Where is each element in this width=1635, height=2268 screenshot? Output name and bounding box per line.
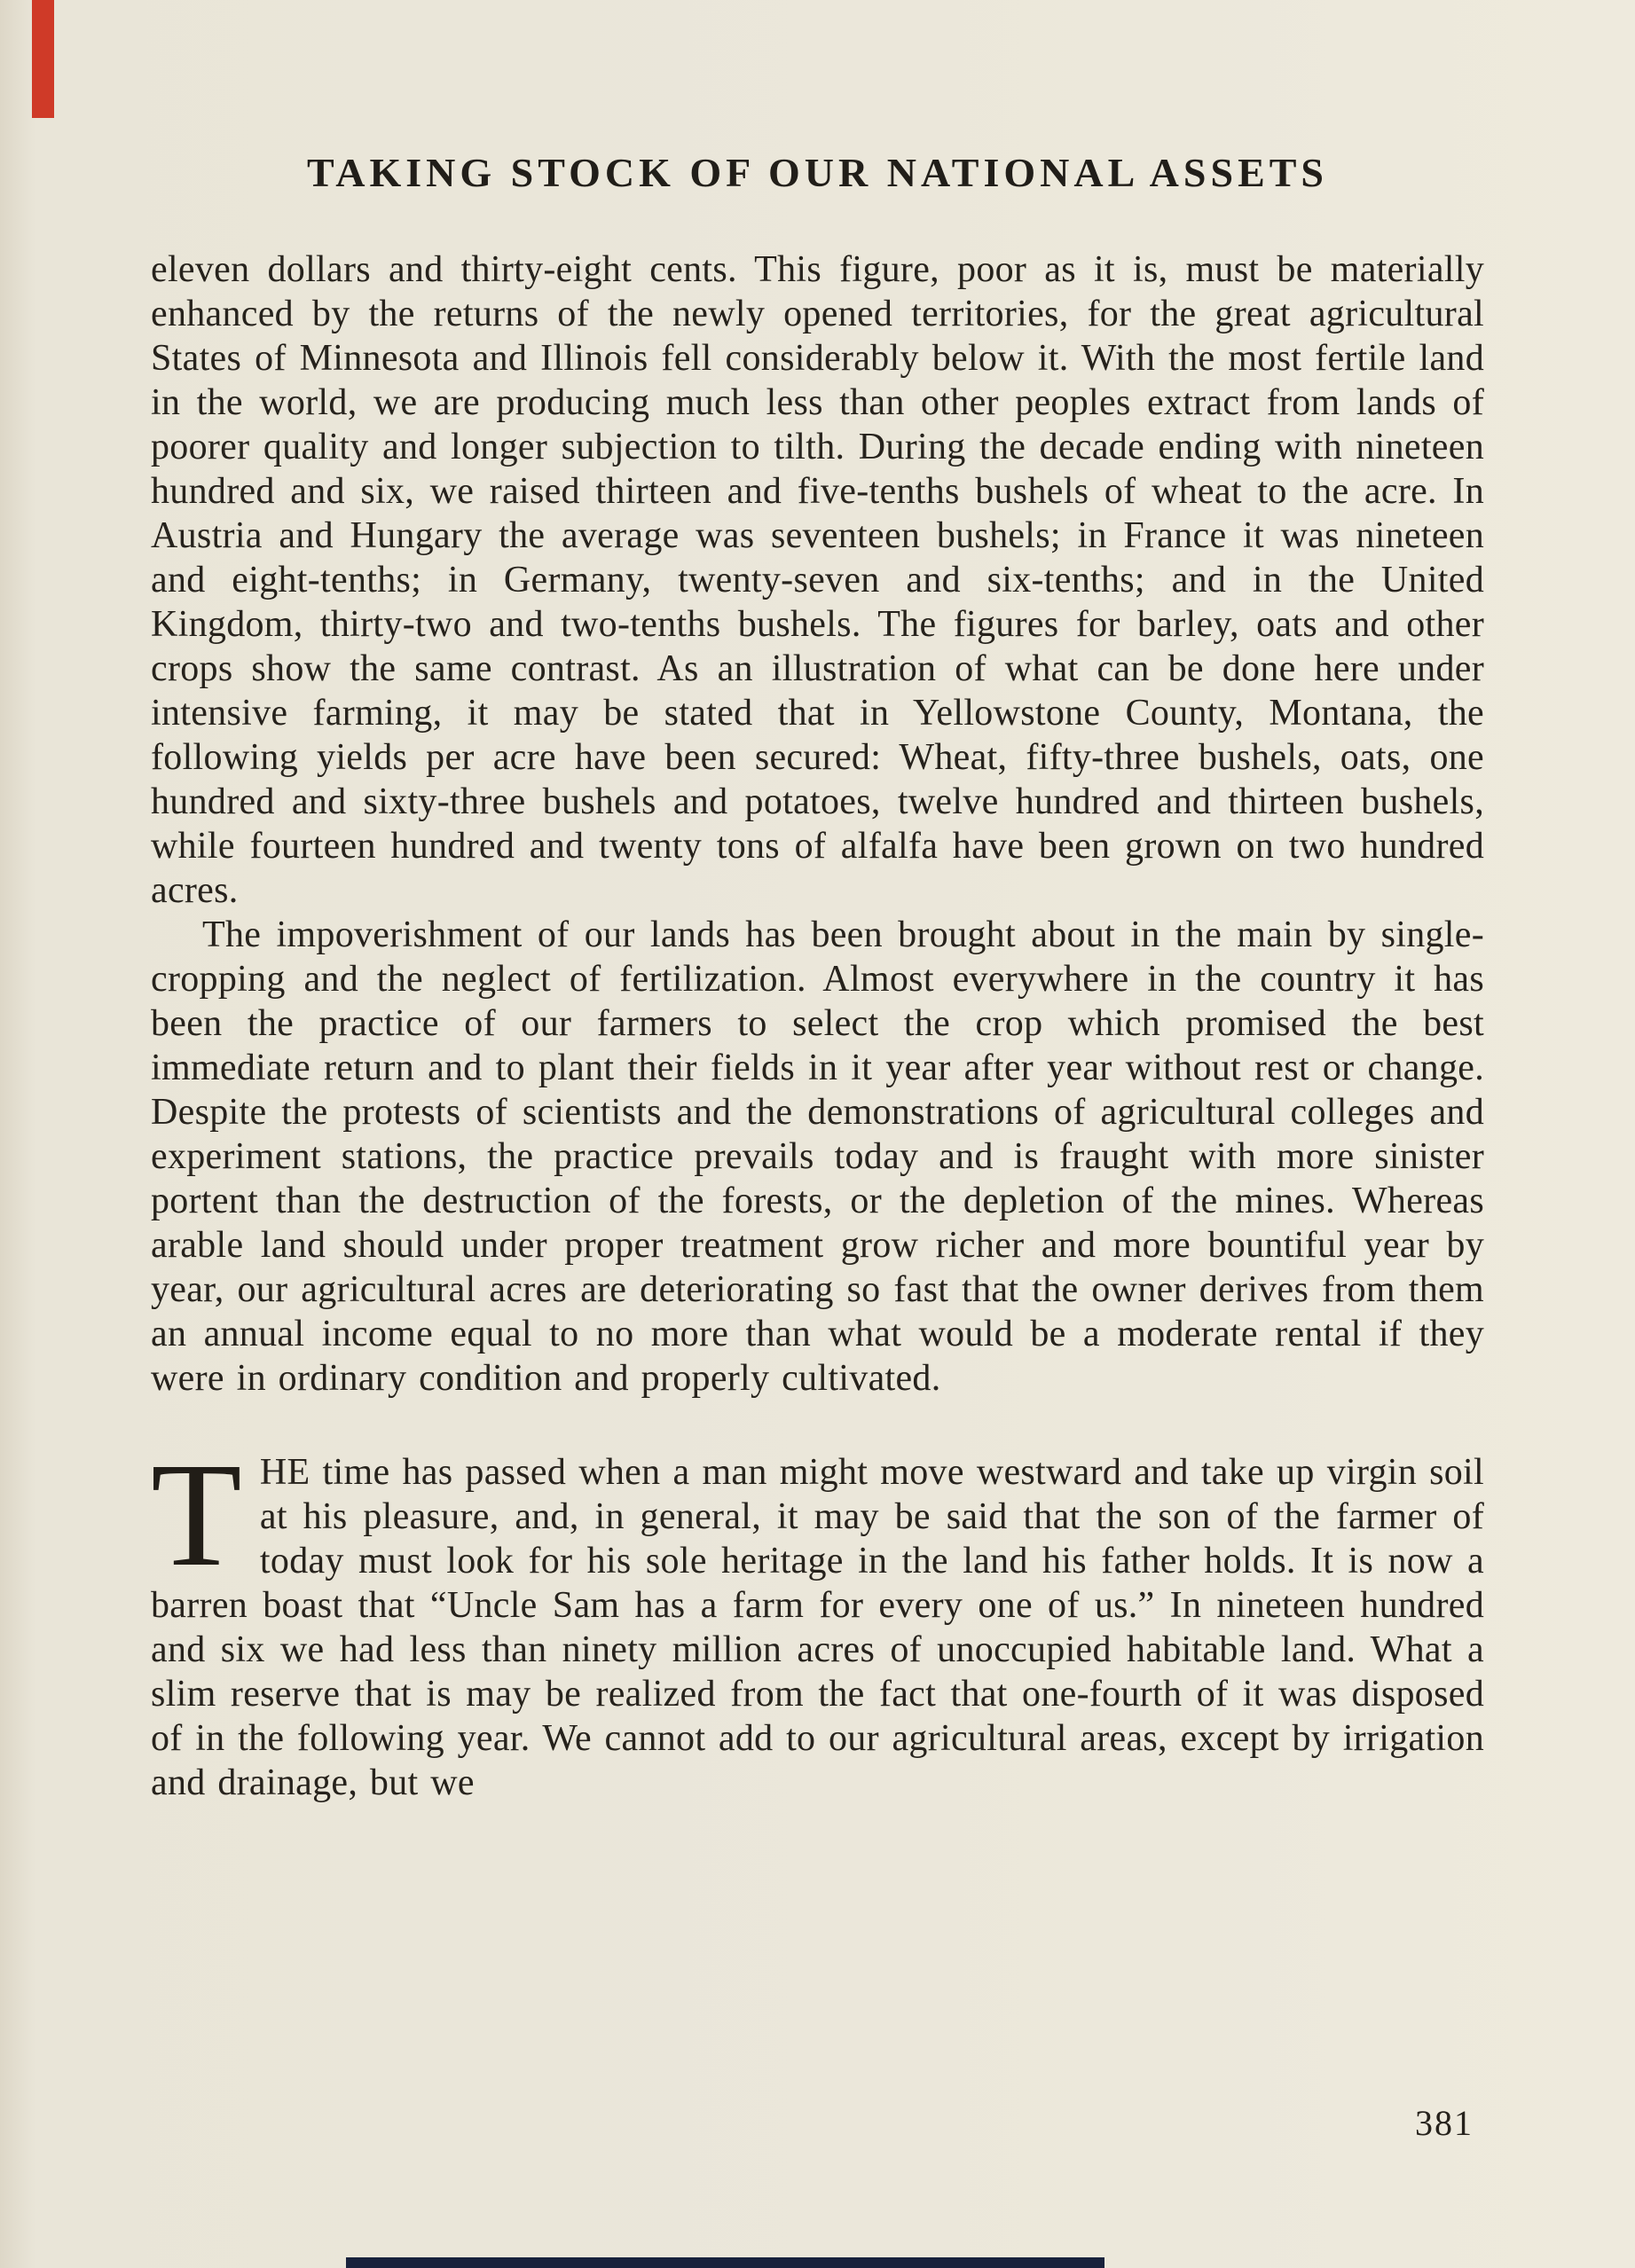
page-content <box>151 0 1484 1805</box>
scan-artifact-bottom-strip <box>346 2257 1104 2268</box>
drop-cap-letter: T <box>151 1432 242 1597</box>
page-number: 381 <box>1415 2103 1474 2143</box>
paragraph-continuation: eleven dollars and thirty-eight cents. This figure, poor as it is, must be materially enhanced by the returns of the newly opened territories, for the great agricultural States of Minnesota and Illinois fell considerably below it. With the most fertile land in the world, we are producing much less than other peoples extract from lands of poorer quality and longer subjection to tilth. During the decade ending with nineteen hundred and six, we raised thirteen and five-tenths bushels of wheat to the acre. In Austria and Hungary the average was seventeen bushels; in France it was nineteen and eight-tenths; in Germany, twenty-seven and six-tenths; and in the United Kingdom, thirty-two and two-tenths bushels. The figures for barley, oats and other crops show the same contrast. As an illustration of what can be done here under intensive farming, it may be stated that in Yellowstone County, Montana, the following yields per acre have been secured: Wheat, fifty-three bushels, oats, one hundred and sixty-three bushels and potatoes, twelve hundred and thirteen bushels, while fourteen hundred and twenty tons of alfalfa have been grown on two hundred acres. <box>151 249 1484 911</box>
paragraph-text: HE time has passed when a man might move westward and take up virgin soil at his pleasure, and, in general, it may be said that the son of the farmer of today must look for his sole heritage in the land his father holds. It is now a barren boast that “Uncle Sam has a farm for every one of us.” In nineteen hundred and six we had less than ninety million acres of unoccupied habitable land. What a slim reserve that is may be realized from the fact that one-fourth of it was disposed of in the following year. We cannot add to our agricultural areas, except by irrigation and drainage, but we <box>151 1452 1484 1803</box>
paragraph-with-dropcap <box>151 1432 1484 1805</box>
paragraph-impoverishment: The impoverishment of our lands has been brought about in the main by single-cropping and the neglect of fertilization. Almost everywhere in the country it has been the practice of our farmers to select the crop which promised the best immediate return and to plant their fields in it year after year without rest or change. Despite the protests of scientists and the demonstrations of agricultural colleges and experiment stations, the practice prevails today and is fraught with more sinister portent than the destruction of the forests, or the depletion of the mines. Whereas arable land should under proper treatment grow richer and more bountiful year by year, our agricultural acres are deteriorating so fast that the owner derives from them an annual income equal to no more than what would be a moderate rental if they were in ordinary condition and properly cultivated. <box>151 914 1484 1399</box>
scan-artifact-red-strip <box>32 0 54 118</box>
page-title: TAKING STOCK OF OUR NATIONAL ASSETS <box>306 150 1329 195</box>
